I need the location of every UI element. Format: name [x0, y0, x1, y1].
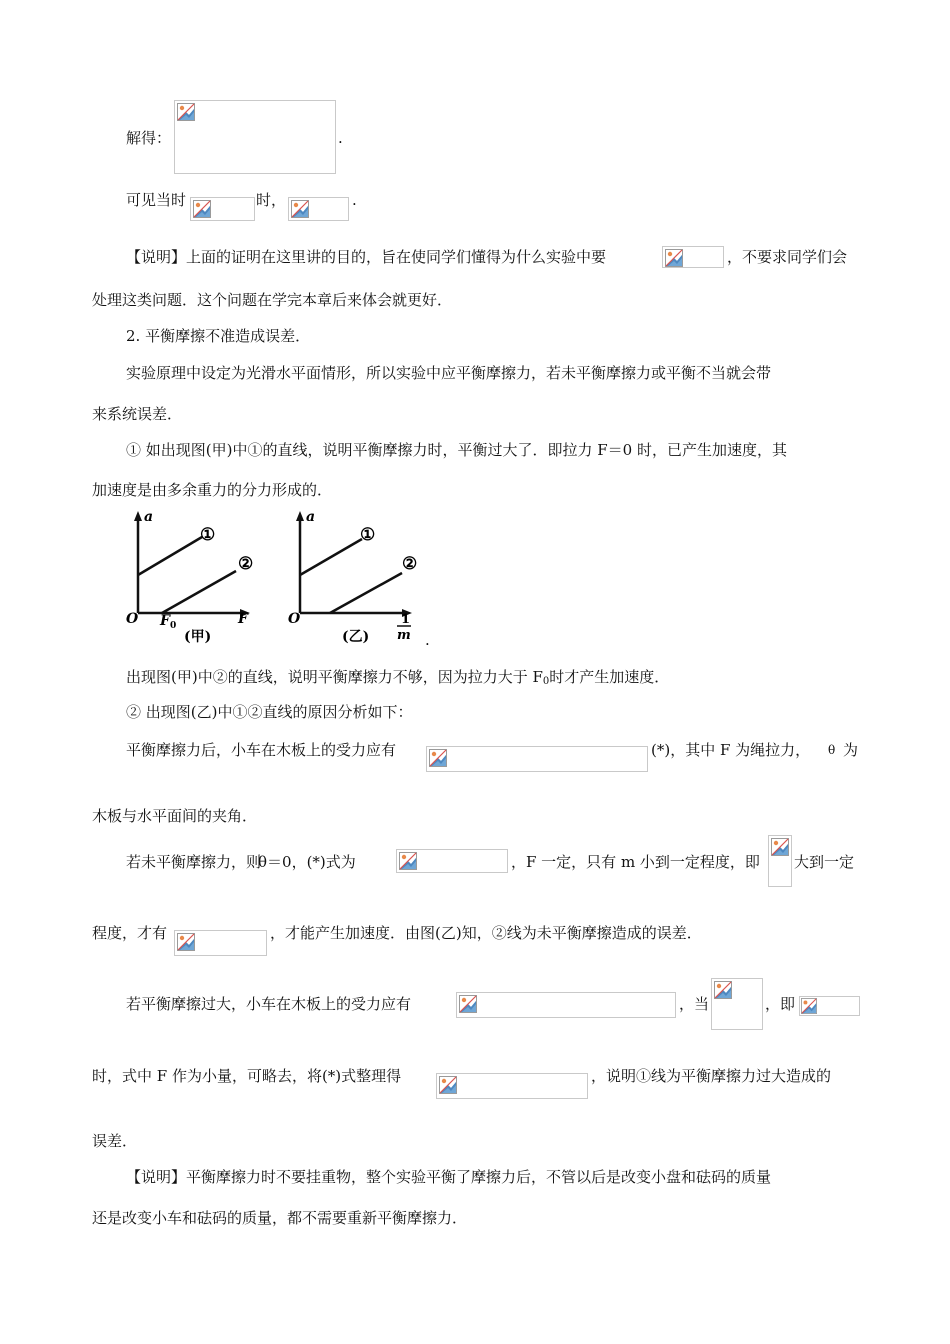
line-1: [300, 539, 362, 575]
paragraph-text: 误差．: [92, 1132, 138, 1150]
broken-image-icon: [177, 933, 195, 951]
note-text: ，不要求同学们会: [727, 248, 848, 266]
paragraph-text: 程度，才有: [92, 924, 168, 942]
line-2: [330, 573, 402, 613]
text-line: 可见当时: [126, 191, 187, 209]
line-1-label: ①: [200, 525, 216, 545]
formula-image: [426, 746, 648, 772]
paragraph-text: 加速度是由多余重力的分力形成的．: [92, 481, 333, 499]
paragraph-text: 来系统误差．: [92, 405, 183, 423]
formula-image: [799, 996, 860, 1016]
broken-image-icon: [193, 200, 211, 218]
paragraph-text: ，说明①线为平衡摩擦力过大造成的: [591, 1067, 832, 1085]
paragraph-text: (*)，其中 F 为绳拉力，: [651, 741, 811, 759]
y-axis-label: a: [306, 509, 316, 525]
text-line: 时，: [256, 191, 287, 209]
y-axis-label: a: [144, 509, 154, 525]
x-axis-denominator: m: [397, 628, 411, 643]
broken-image-icon: [459, 995, 477, 1013]
line-2: [162, 571, 236, 613]
punctuation: .: [425, 631, 430, 649]
paragraph-text: ，F 一定，只有 m 小到一定程度，即: [511, 853, 760, 871]
punctuation: .: [338, 129, 343, 147]
paragraph-text: 木板与水平面间的夹角．: [92, 807, 258, 825]
paragraph-text: 出现图(甲)中②的直线，说明平衡摩擦力不够，因为拉力大于 $F_0$时才产生加速度．: [126, 668, 670, 687]
paragraph-text: 若未平衡摩擦力，则: [126, 853, 262, 871]
broken-image-icon: [291, 200, 309, 218]
formula-image: [190, 197, 255, 221]
paragraph-text: 若平衡摩擦过大，小车在木板上的受力应有: [126, 995, 412, 1013]
paragraph-text: 大到一定: [794, 853, 855, 871]
paragraph-text: ① 如出现图(甲)中①的直线，说明平衡摩擦力时，平衡过大了．即拉力 F＝0 时，已产生加速度，其: [126, 441, 787, 459]
origin-label: O: [126, 611, 139, 627]
note-text: 还是改变小车和砝码的质量，都不需要重新平衡摩擦力．: [92, 1209, 468, 1227]
paragraph-text: 实验原理中设定为光滑水平面情形，所以实验中应平衡摩擦力，若未平衡摩擦力或平衡不当就会带: [126, 364, 772, 382]
broken-image-icon: [714, 981, 732, 999]
line-1: [138, 537, 202, 575]
broken-image-icon: [399, 852, 417, 870]
paragraph-text: 平衡摩擦力后，小车在木板上的受力应有: [126, 741, 397, 759]
broken-image-icon: [771, 838, 789, 856]
intercept-label: $F_0$: [160, 613, 177, 631]
paragraph-text: ② 出现图(乙)中①②直线的原因分析如下：: [126, 703, 413, 721]
formula-image: [396, 849, 508, 873]
figure-jia: [120, 505, 260, 645]
figure-yi: [282, 505, 424, 645]
broken-image-icon: [429, 749, 447, 767]
x-axis-numerator: 1: [401, 612, 411, 627]
broken-image-icon: [801, 998, 817, 1014]
note-text: 【说明】平衡摩擦力时不要挂重物，整个实验平衡了摩擦力后，不管以后是改变小盘和砝码的质量: [126, 1168, 772, 1186]
formula-image: [288, 197, 349, 221]
formula-image: [174, 100, 336, 174]
y-axis-arrow: [134, 511, 142, 521]
line-1-label: ①: [360, 525, 376, 545]
formula-image: [174, 930, 267, 956]
formula-image: [662, 246, 724, 268]
formula-image: [711, 978, 763, 1030]
solve-label: 解得：: [126, 129, 172, 147]
broken-image-icon: [439, 1076, 457, 1094]
formula-image: [768, 835, 792, 887]
line-2-label: ②: [238, 554, 254, 574]
theta-symbol: θ: [828, 743, 836, 757]
formula-image: [436, 1073, 588, 1099]
paragraph-text: ，才能产生加速度．由图(乙)知，②线为未平衡摩擦造成的误差．: [270, 924, 702, 942]
paragraph-text: ，当: [679, 995, 710, 1013]
punctuation: .: [352, 191, 357, 209]
paragraph-text: ，即: [765, 995, 796, 1013]
section-heading: 2. 平衡摩擦不准造成误差．: [126, 327, 311, 345]
paragraph-text: θ＝0，(*)式为: [258, 853, 356, 871]
line-2-label: ②: [402, 554, 418, 574]
y-axis-arrow: [296, 511, 304, 521]
x-axis-label: F: [238, 611, 248, 627]
note-text: 【说明】上面的证明在这里讲的目的，旨在使同学们懂得为什么实验中要: [126, 248, 607, 266]
figure-caption: (乙): [342, 629, 370, 645]
paragraph-text: 时，式中 F 作为小量，可略去，将(*)式整理得: [92, 1067, 402, 1085]
figure-caption: (甲): [184, 629, 212, 645]
broken-image-icon: [177, 103, 195, 121]
origin-label: O: [288, 611, 301, 627]
broken-image-icon: [665, 249, 683, 267]
formula-image: [456, 992, 676, 1018]
paragraph-text: 为: [843, 741, 859, 759]
note-text: 处理这类问题．这个问题在学完本章后来体会就更好．: [92, 291, 453, 309]
